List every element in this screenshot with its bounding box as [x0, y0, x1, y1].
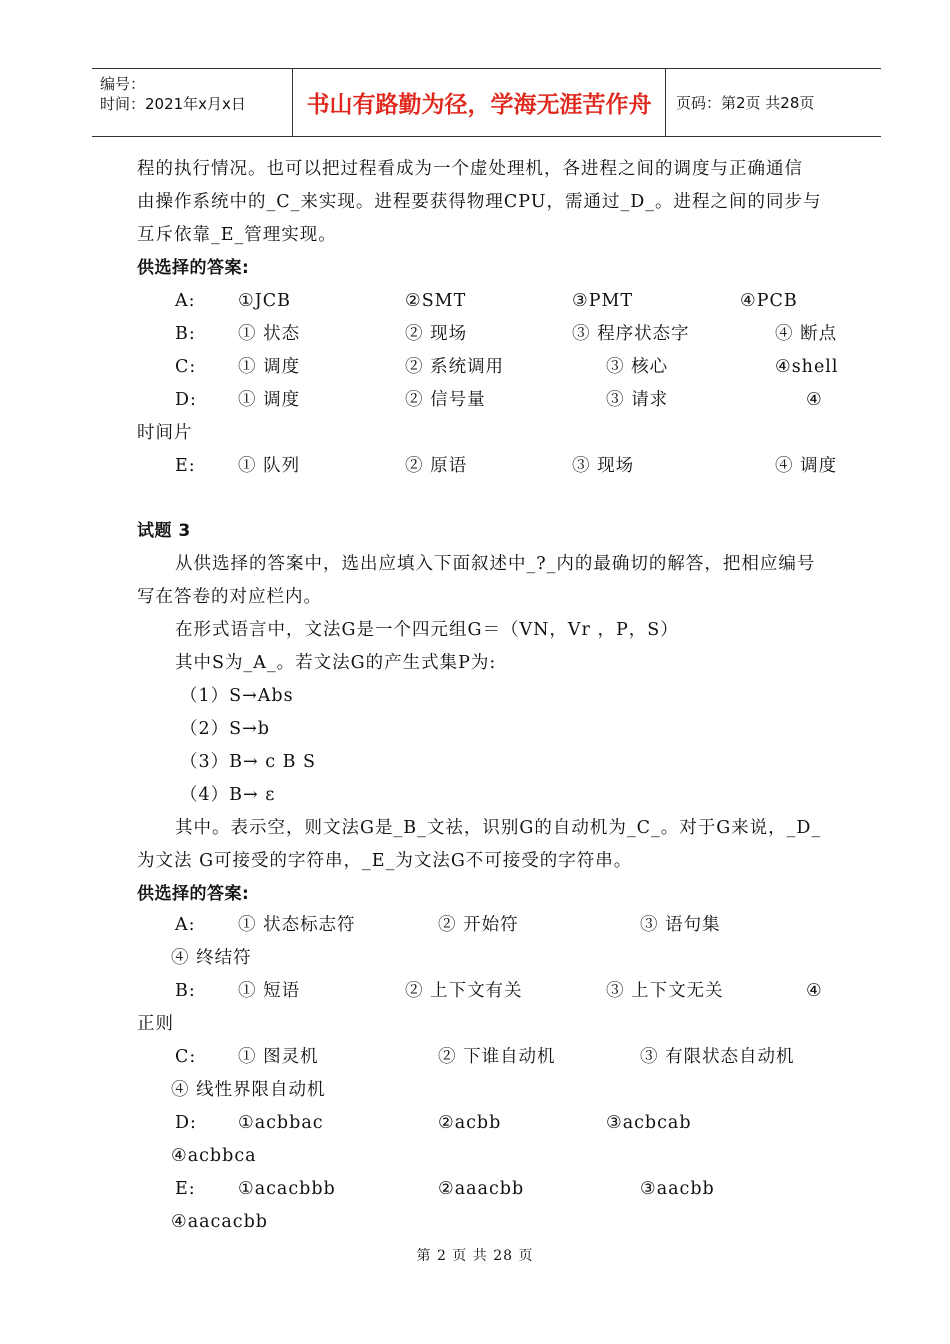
option: ①JCB — [238, 291, 291, 311]
option: ②SMT — [405, 291, 467, 311]
option: ④ — [806, 981, 823, 1001]
option: ① 图灵机 — [238, 1047, 319, 1067]
option: ④ 调度 — [775, 456, 838, 476]
option: ①acacbbb — [238, 1179, 336, 1199]
option-wrap: 时间片 — [137, 423, 193, 443]
option: ③ 核心 — [606, 357, 669, 377]
option: ② 上下文有关 — [405, 981, 523, 1001]
answers-heading-2: 供选择的答案: — [137, 884, 250, 904]
option: ① 状态标志符 — [238, 915, 356, 935]
text-line-2: 为文法 G可接受的字符串，_E_为文法G不可接受的字符串。 — [137, 851, 633, 871]
option: ② 现场 — [405, 324, 468, 344]
option: ③ 程序状态字 — [572, 324, 690, 344]
option-wrap: ④acbbca — [171, 1146, 257, 1166]
header-motto: 书山有路勤为径，学海无涯苦作舟 — [293, 69, 666, 136]
intro-line-1: 程的执行情况。也可以把过程看成为一个虚处理机，各进程之间的调度与正确通信 — [137, 159, 803, 179]
option: ③ 语句集 — [640, 915, 721, 935]
option: ④PCB — [740, 291, 798, 311]
option: ④shell — [775, 357, 839, 377]
option: ① 调度 — [238, 390, 301, 410]
option: ③aacbb — [640, 1179, 715, 1199]
option: ① 队列 — [238, 456, 301, 476]
option: ③ 请求 — [606, 390, 669, 410]
grammar-line-1: 在形式语言中，文法G是一个四元组G＝（VN，Vr ，P，S） — [175, 620, 679, 640]
option-wrap: ④ 终结符 — [171, 948, 252, 968]
option-letter: A: — [175, 915, 196, 935]
option: ③ 有限状态自动机 — [640, 1047, 795, 1067]
intro-line-2: 由操作系统中的_C_来实现。进程要获得物理CPU，需通过_D_。进程之间的同步与 — [137, 192, 822, 212]
option-wrap: ④aacacbb — [171, 1212, 268, 1232]
option-wrap: ④ 线性界限自动机 — [171, 1080, 326, 1100]
time-label: 时间：2021年x月x日 — [100, 95, 246, 113]
option: ③ 上下文无关 — [606, 981, 724, 1001]
option: ③PMT — [572, 291, 634, 311]
option: ① 短语 — [238, 981, 301, 1001]
answers-heading-1: 供选择的答案: — [137, 258, 250, 278]
production-rule: （4）B→ ε — [180, 785, 276, 805]
instruction-line-2: 写在答卷的对应栏内。 — [137, 587, 322, 607]
option: ② 开始符 — [438, 915, 519, 935]
code-label: 编号： — [100, 75, 146, 93]
option: ④ — [806, 390, 823, 410]
option-letter: D: — [175, 390, 197, 410]
option: ③acbcab — [606, 1113, 692, 1133]
option: ① 状态 — [238, 324, 301, 344]
page-header — [92, 68, 881, 137]
production-rule: （1）S→Abs — [180, 686, 294, 706]
option: ④ 断点 — [775, 324, 838, 344]
option: ①acbbac — [238, 1113, 324, 1133]
text-line-1: 其中。表示空，则文法G是_B_文祛，识别G的自动机为_C_。对于G来说，_D_ — [175, 818, 822, 838]
instruction-line-1: 从供选择的答案中，选出应填入下面叙述中_?_内的最确切的解答，把相应编号 — [175, 554, 816, 574]
option: ② 原语 — [405, 456, 468, 476]
page-footer: 第 2 页 共 28 页 — [416, 1248, 534, 1264]
grammar-line-2: 其中S为_A_。若文法G的产生式集P为: — [175, 653, 497, 673]
option: ②aaacbb — [438, 1179, 525, 1199]
option: ② 下谁自动机 — [438, 1047, 556, 1067]
option-wrap: 正则 — [137, 1014, 174, 1034]
production-rule: （2）S→b — [180, 719, 270, 739]
option-letter: E: — [175, 1179, 196, 1199]
header-meta — [92, 69, 293, 136]
option: ② 系统调用 — [405, 357, 505, 377]
header-page-info: 页码：第2页 共28页 — [676, 94, 815, 112]
option-letter: C: — [175, 357, 197, 377]
option: ② 信号量 — [405, 390, 486, 410]
option-letter: B: — [175, 981, 196, 1001]
option-letter: B: — [175, 324, 196, 344]
option: ① 调度 — [238, 357, 301, 377]
production-rule: （3）B→ c B S — [180, 752, 316, 772]
option: ③ 现场 — [572, 456, 635, 476]
option-letter: A: — [175, 291, 196, 311]
intro-line-3: 互斥依靠_E_管理实现。 — [137, 225, 337, 245]
question-title: 试题 3 — [137, 521, 191, 541]
option-letter: D: — [175, 1113, 197, 1133]
option: ②acbb — [438, 1113, 502, 1133]
option-letter: C: — [175, 1047, 197, 1067]
option-letter: E: — [175, 456, 196, 476]
